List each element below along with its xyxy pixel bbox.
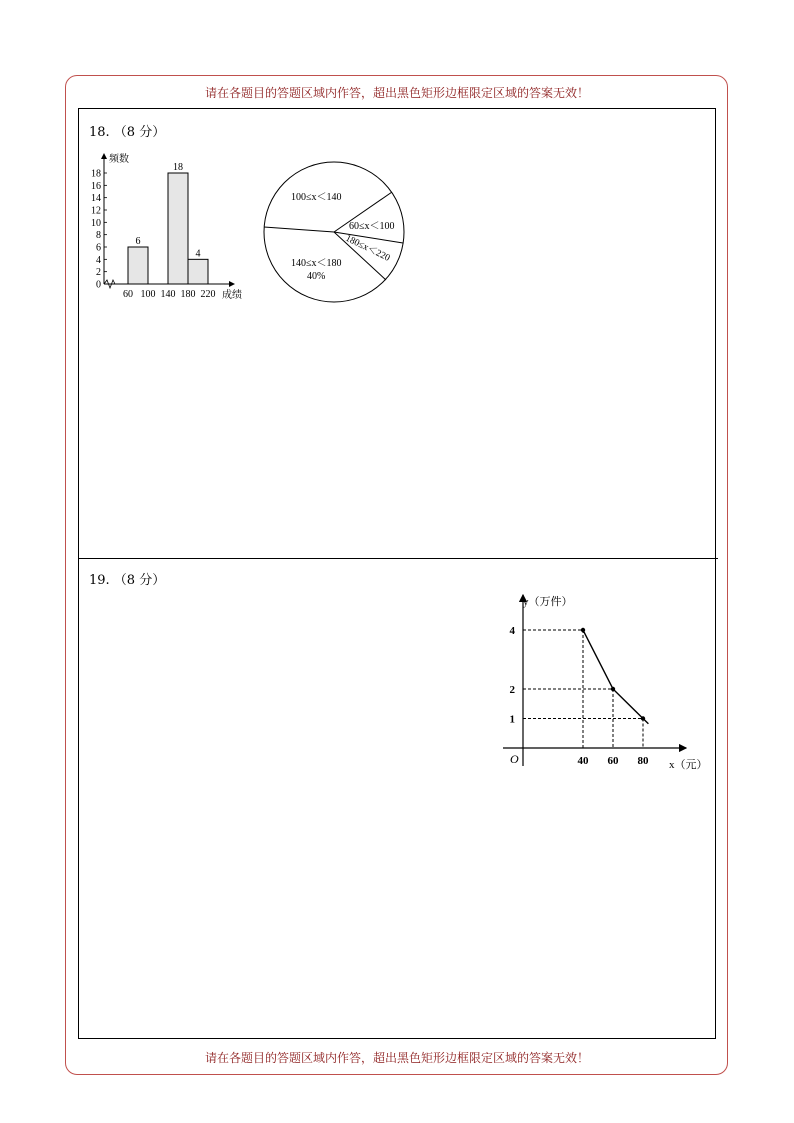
line-graph-point xyxy=(581,628,585,632)
histogram-bar xyxy=(168,173,188,284)
histogram-y-tick-label: 18 xyxy=(91,168,101,180)
pie-chart xyxy=(258,156,410,308)
histogram-bar-label: 6 xyxy=(135,236,141,247)
pie-slice-label-140-180: 140≤x＜180 xyxy=(291,258,342,269)
line-graph xyxy=(498,590,713,775)
pie-slice-label-60-100: 60≤x＜100 xyxy=(349,221,395,232)
histogram-y-tick-label: 12 xyxy=(91,205,101,217)
answer-area-notice-top: 请在各题目的答题区域内作答，超出黑色矩形边框限定区域的答案无效！ xyxy=(204,86,589,100)
line-graph-point xyxy=(641,716,645,720)
line-graph-y-tick-label: 4 xyxy=(509,625,515,637)
line-graph-y-tick-label: 1 xyxy=(509,713,515,726)
histogram-x-tick-label: 100 xyxy=(140,289,156,300)
histogram-y-tick-label: 0 xyxy=(96,279,101,291)
histogram-bar xyxy=(188,259,208,284)
histogram-x-label: 成绩 xyxy=(222,290,242,301)
histogram-y-tick-label: 4 xyxy=(96,254,101,266)
question-19-label: 19. （8 分） xyxy=(89,573,166,588)
histogram-x-tick-label: 140 xyxy=(160,289,176,300)
histogram-chart xyxy=(88,150,253,302)
histogram-bar-label: 18 xyxy=(173,162,183,173)
pie-slice-percent-140-180: 40% xyxy=(307,271,326,282)
pie-divider-4 xyxy=(264,227,334,232)
histogram-x-tick-label: 220 xyxy=(200,289,216,300)
line-graph-y-label: y（万件） xyxy=(523,596,573,608)
histogram-y-tick-label: 10 xyxy=(91,217,101,229)
line-graph-x-tick-label: 60 xyxy=(607,755,619,767)
histogram-y-tick-label: 8 xyxy=(96,230,101,242)
histogram-y-label: 频数 xyxy=(109,154,129,165)
histogram-y-tick-label: 2 xyxy=(96,267,101,279)
line-graph-x-label: x（元） xyxy=(669,759,708,771)
question-divider xyxy=(78,558,718,559)
histogram-x-tick-label: 60 xyxy=(123,289,133,300)
pie-slice-label-180-220: 180≤x＜220 xyxy=(343,233,392,264)
histogram-y-tick-label: 6 xyxy=(96,242,101,254)
histogram-bar xyxy=(128,247,148,284)
line-graph-y-tick-label: 2 xyxy=(509,684,515,696)
answer-area-notice-bottom: 请在各题目的答题区域内作答，超出黑色矩形边框限定区域的答案无效！ xyxy=(204,1051,589,1065)
line-graph-origin: O xyxy=(510,752,519,766)
histogram-bar-label: 4 xyxy=(195,248,201,260)
line-graph-point xyxy=(611,687,615,691)
pie-slice-label-100-140: 100≤x＜140 xyxy=(291,192,342,203)
line-graph-x-tick-label: 80 xyxy=(637,755,649,767)
histogram-x-tick-label: 180 xyxy=(180,289,196,300)
line-graph-x-tick-label: 40 xyxy=(577,755,589,767)
histogram-y-tick-label: 16 xyxy=(91,180,101,192)
histogram-y-tick-label: 14 xyxy=(91,193,101,205)
question-18-label: 18. （8 分） xyxy=(89,125,166,140)
line-graph-series xyxy=(583,630,648,724)
